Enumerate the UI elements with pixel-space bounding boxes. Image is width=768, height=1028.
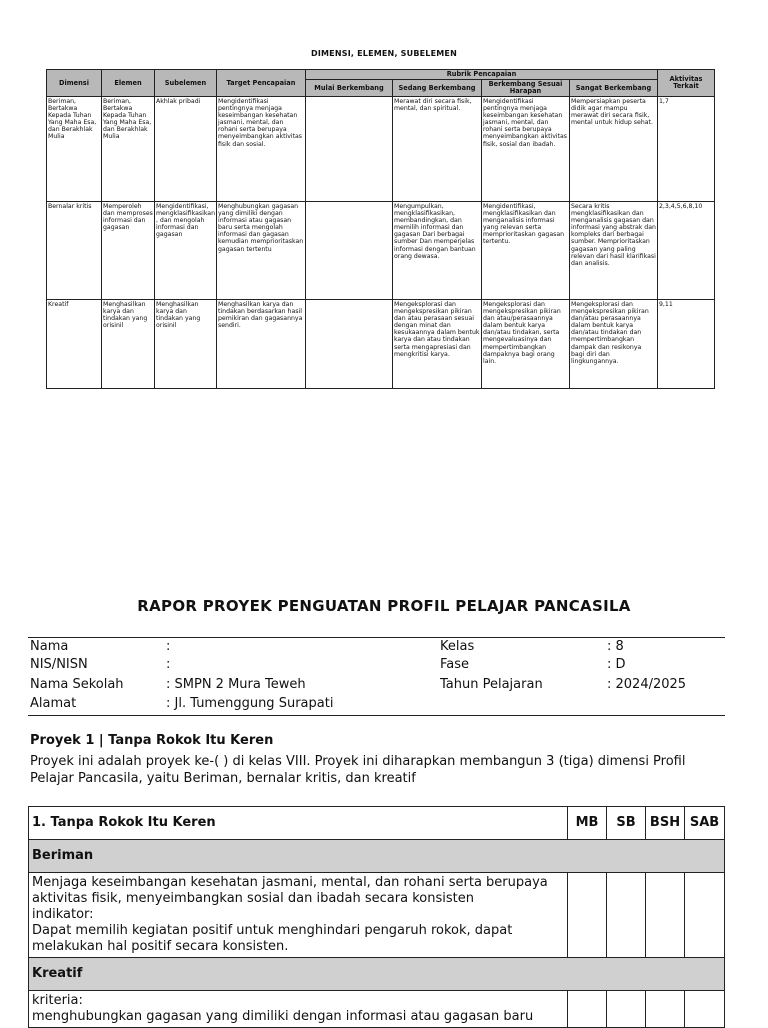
project-heading: Proyek 1 | Tanpa Rokok Itu Keren: [30, 733, 274, 748]
divider: [28, 715, 725, 716]
identity-row: [30, 695, 730, 713]
header-mb: Mulai Berkembang: [306, 80, 393, 97]
criteria-text: Menjaga keseimbangan kesehatan jasmani, mental, dan rohani serta berupaya aktivitas fisik, menyeimbangkan sosial dan ibadah secara konsisten indikator: Dapat memilih kegiatan positif untuk menghindari pengaruh rokok, dapat melakukan hal positif secara konsisten.: [29, 873, 568, 958]
dimension-row: [29, 958, 725, 991]
score-cell-mb[interactable]: [568, 873, 607, 958]
cell-dimensi: Beriman, Bertakwa Kepada Tuhan Yang Maha Esa, dan Berakhlak Mulia: [47, 97, 102, 202]
cell-dimensi: Bernalar kritis: [47, 202, 102, 300]
cell-sab: Mengeksplorasi dan mengekspresikan pikiran dan/atau perasaannya dalam bentuk karya dan/atau tindakan dan mempertimbangkan dampak dan resikonya bagi diri dan lingkungannya.: [570, 300, 658, 389]
kelas-value: : 8: [607, 639, 624, 654]
nama-value: :: [166, 639, 171, 654]
assessment-header-row: [29, 807, 725, 840]
table-row: [47, 97, 715, 202]
identity-row: [30, 676, 730, 694]
cell-aktivitas: 1,7: [658, 97, 715, 202]
criteria-row: [29, 873, 725, 958]
rubric-title: DIMENSI, ELEMEN, SUBELEMEN: [311, 49, 457, 58]
header-elemen: Elemen: [102, 70, 155, 97]
sekolah-label: Nama Sekolah: [30, 677, 124, 692]
cell-bsh: Mengidentifikasi pentingnya menjaga keseimbangan kesehatan jasmani, mental, dan rohani serta berupaya menyeimbangkan aktivitas fisik, sosial dan ibadah.: [482, 97, 570, 202]
tahun-value: : 2024/2025: [607, 677, 687, 692]
score-cell-mb[interactable]: [568, 991, 607, 1028]
identity-row: [30, 656, 730, 674]
cell-target: Menghasilkan karya dan tindakan berdasarkan hasil pemikiran dan gagasannya sendiri.: [217, 300, 306, 389]
header-sb: Sedang Berkembang: [393, 80, 482, 97]
col-mb: MB: [568, 807, 607, 840]
cell-aktivitas: 2,3,4,5,6,8,10: [658, 202, 715, 300]
rubric-table: [46, 69, 715, 389]
project-description: Proyek ini adalah proyek ke-( ) di kelas VIII. Proyek ini diharapkan membangun 3 (tiga) dimensi Profil Pelajar Pancasila, yaitu Beriman, bernalar kritis, dan kreatif: [30, 754, 686, 786]
cell-mb: [306, 300, 393, 389]
cell-dimensi: Kreatif: [47, 300, 102, 389]
criteria-text: kriteria: menghubungkan gagasan yang dimiliki dengan informasi atau gagasan baru: [29, 991, 568, 1028]
nis-label: NIS/NISN: [30, 657, 88, 672]
cell-sb: Mengeksplorasi dan mengekspresikan pikiran dan atau perasaan sesuai dengan minat dan kesukaannya dalam bentuk karya dan atau tindakan serta mengapresiasi dan mengkritisi karya.: [393, 300, 482, 389]
kelas-label: Kelas: [440, 639, 475, 654]
score-cell-sab[interactable]: [685, 991, 725, 1028]
header-target: Target Pencapaian: [217, 70, 306, 97]
header-sab: Sangat Berkembang: [570, 80, 658, 97]
identity-row: [30, 638, 730, 656]
cell-sb: Merawat diri secara fisik, mental, dan spiritual.: [393, 97, 482, 202]
assessment-title: 1. Tanpa Rokok Itu Keren: [29, 807, 568, 840]
table-row: [47, 202, 715, 300]
criteria-row: [29, 991, 725, 1028]
cell-sb: Mengumpulkan, mengklasifikasikan, membandingkan, dan memilih informasi dan gagasan Dari berbagai sumber Dan memperjelas informasi dengan bantuan orang dewasa.: [393, 202, 482, 300]
score-cell-bsh[interactable]: [646, 991, 685, 1028]
cell-bsh: Mengidentifikasi, mengklasifikasikan dan menganalisis informasi yang relevan serta memprioritaskan gagasan tertentu.: [482, 202, 570, 300]
assessment-table: [28, 806, 725, 1028]
fase-value: : D: [607, 657, 626, 672]
cell-subelemen: Mengidentifikasi, mengklasifikasikan, dan mengolah informasi dan gagasan: [155, 202, 217, 300]
sekolah-value: : SMPN 2 Mura Teweh: [166, 677, 306, 692]
cell-subelemen: Akhlak pribadi: [155, 97, 217, 202]
score-cell-sab[interactable]: [685, 873, 725, 958]
col-sb: SB: [607, 807, 646, 840]
cell-sab: Mempersiapkan peserta didik agar mampu merawat diri secara fisik, mental untuk hidup sehat.: [570, 97, 658, 202]
cell-elemen: Memperoleh dan memproses informasi dan gagasan: [102, 202, 155, 300]
dimension-kreatif: Kreatif: [29, 958, 725, 991]
cell-elemen: Menghasilkan karya dan tindakan yang orisinil: [102, 300, 155, 389]
cell-elemen: Beriman, Bertakwa Kepada Tuhan Yang Maha Esa, dan Berakhlak Mulia: [102, 97, 155, 202]
cell-target: Menghubungkan gagasan yang dimiliki dengan informasi atau gagasan baru serta mengolah informasi dan gagasan kemudian memprioritaskan gagasan tertentu: [217, 202, 306, 300]
dimension-beriman: Beriman: [29, 840, 725, 873]
header-aktivitas: Aktivitas Terkait: [658, 70, 715, 97]
cell-target: Mengidentifikasi pentingnya menjaga keseimbangan kesehatan jasmani, mental, dan rohani serta berupaya menyeimbangkan aktivitas fisik dan sosial.: [217, 97, 306, 202]
rapor-title: RAPOR PROYEK PENGUATAN PROFIL PELAJAR PANCASILA: [137, 597, 631, 615]
dimension-row: [29, 840, 725, 873]
header-rubrik: Rubrik Pencapaian: [306, 70, 658, 80]
cell-mb: [306, 202, 393, 300]
cell-sab: Secara kritis mengklasifikasikan dan menganalisis gagasan dan informasi yang abstrak dan kompleks dari berbagai sumber. Memprioritaskan gagasan yang paling relevan dari hasil klarifikasi dan analisis.: [570, 202, 658, 300]
nis-value: :: [166, 657, 171, 672]
fase-label: Fase: [440, 657, 470, 672]
header-dimensi: Dimensi: [47, 70, 102, 97]
cell-mb: [306, 97, 393, 202]
col-sab: SAB: [685, 807, 725, 840]
alamat-value: : Jl. Tumenggung Surapati: [166, 696, 334, 711]
cell-subelemen: Menghasilkan karya dan tindakan yang orisinil: [155, 300, 217, 389]
header-subelemen: Subelemen: [155, 70, 217, 97]
score-cell-sb[interactable]: [607, 991, 646, 1028]
cell-bsh: Mengeksplorasi dan mengekspresikan pikiran dan atau/perasaannya dalam bentuk karya dan/atau tindakan, serta mengevaluasinya dan mempertimbangkan dampaknya bagi orang lain.: [482, 300, 570, 389]
nama-label: Nama: [30, 639, 69, 654]
score-cell-sb[interactable]: [607, 873, 646, 958]
alamat-label: Alamat: [30, 696, 77, 711]
cell-aktivitas: 9,11: [658, 300, 715, 389]
header-bsh: Berkembang Sesuai Harapan: [482, 80, 570, 97]
table-row: [47, 300, 715, 389]
score-cell-bsh[interactable]: [646, 873, 685, 958]
col-bsh: BSH: [646, 807, 685, 840]
tahun-label: Tahun Pelajaran: [440, 677, 543, 692]
